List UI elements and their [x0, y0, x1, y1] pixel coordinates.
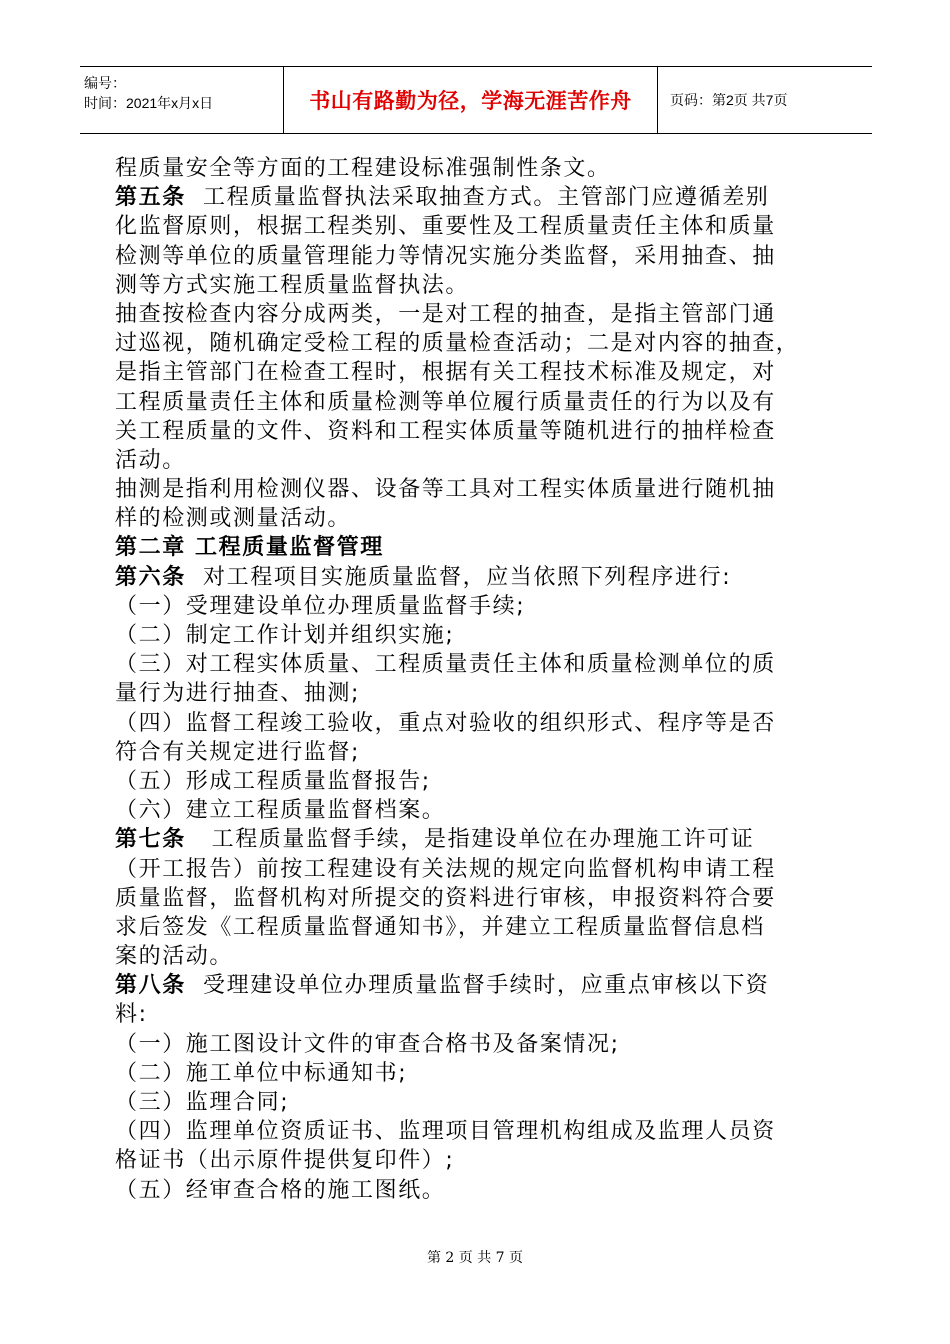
text-line	[115, 1117, 845, 1146]
line-text: 求后签发《工程质量监督通知书》，并建立工程质量监督信息档	[115, 914, 765, 940]
line-text: 抽测是指利用检测仪器、设备等工具对工程实体质量进行随机抽	[115, 477, 776, 503]
header-meta	[80, 67, 284, 133]
text-line	[115, 271, 845, 300]
text-line	[115, 1146, 845, 1175]
header-motto: 书山有路勤为径，学海无涯苦作舟	[309, 89, 632, 113]
text-line	[115, 504, 845, 533]
text-line	[115, 329, 845, 358]
text-line	[115, 738, 845, 767]
line-text: 样的检测或测量活动。	[115, 506, 352, 532]
text-line	[115, 884, 845, 913]
text-line	[115, 446, 845, 475]
text-line	[115, 475, 845, 504]
line-text: （三）对工程实体质量、工程质量责任主体和质量检测单位的质	[115, 652, 776, 678]
line-text: 质量监督，监督机构对所提交的资料进行审核，申报资料符合要	[115, 885, 776, 911]
line-text: 抽查按检查内容分成两类，一是对工程的抽查，是指主管部门通	[115, 301, 776, 327]
line-text: （三）监理合同;	[115, 1090, 290, 1115]
line-text: 量行为进行抽查、抽测;	[115, 681, 361, 707]
document-number-label: 编号：	[84, 75, 126, 91]
line-text: （一）施工图设计文件的审查合格书及备案情况;	[115, 1031, 620, 1057]
line-text: 化监督原则，根据工程类别、重要性及工程质量责任主体和质量	[115, 214, 776, 240]
text-line	[115, 1000, 845, 1029]
text-line	[115, 1059, 845, 1088]
line-text: 工程质量监督执法采取抽查方式。主管部门应遵循差别	[185, 185, 770, 211]
text-line	[115, 183, 845, 212]
page-header	[80, 66, 872, 134]
line-text: （开工报告）前按工程建设有关法规的规定向监督机构申请工程	[115, 856, 776, 882]
text-line	[115, 300, 845, 329]
line-text: 关工程质量的文件、资料和工程实体质量等随机进行的抽样检查	[115, 418, 776, 444]
line-text: （五）形成工程质量监督报告;	[115, 768, 431, 794]
document-body	[115, 154, 845, 1205]
text-line	[115, 242, 845, 271]
line-text: （四）监督工程竣工验收，重点对验收的组织形式、程序等是否	[115, 710, 776, 736]
text-line	[115, 679, 845, 708]
header-page-info: 页码：第2页 共7页	[670, 92, 788, 108]
article-heading: 第六条	[115, 564, 186, 590]
line-text: 过巡视，随机确定受检工程的质量检查活动；二是对内容的抽查，	[115, 331, 800, 357]
text-line	[115, 796, 845, 825]
text-line	[115, 212, 845, 241]
text-line	[115, 533, 845, 562]
text-line	[115, 1030, 845, 1059]
document-date-label: 时间：2021年x月x日	[84, 95, 214, 111]
text-line	[115, 971, 845, 1000]
line-text: 工程质量责任主体和质量检测等单位履行质量责任的行为以及有	[115, 389, 776, 415]
line-text: 工程质量监督手续，是指建设单位在办理施工许可证	[185, 827, 755, 853]
line-text: 符合有关规定进行监督;	[115, 739, 361, 765]
line-text: 活动。	[115, 447, 186, 473]
text-line	[115, 592, 845, 621]
line-text: 料:	[115, 1002, 148, 1028]
footer-page-number: 第 2 页 共 7 页	[426, 1250, 524, 1266]
text-line	[115, 767, 845, 796]
line-text: （二）施工单位中标通知书;	[115, 1060, 408, 1086]
line-text: （二）制定工作计划并组织实施;	[115, 623, 455, 648]
line-text: （四）监理单位资质证书、监理项目管理机构组成及监理人员资	[115, 1119, 776, 1145]
header-page-cell	[658, 67, 872, 133]
line-text: 程质量安全等方面的工程建设标准强制性条文。	[115, 156, 611, 181]
line-text: 对工程项目实施质量监督，应当依照下列程序进行:	[185, 564, 732, 590]
text-line	[115, 855, 845, 884]
text-line	[115, 621, 845, 650]
text-line	[115, 154, 845, 183]
text-line	[115, 650, 845, 679]
header-motto-cell	[284, 67, 658, 133]
article-heading: 第二章 工程质量监督管理	[115, 535, 384, 561]
text-line	[115, 825, 845, 854]
text-line	[115, 942, 845, 971]
article-heading: 第五条	[115, 185, 186, 211]
line-text: 检测等单位的质量管理能力等情况实施分类监督，采用抽查、抽	[115, 243, 776, 269]
line-text: 格证书（出示原件提供复印件）;	[115, 1148, 455, 1174]
article-heading: 第七条	[115, 827, 186, 853]
page-footer	[0, 1247, 950, 1267]
text-line	[115, 388, 845, 417]
line-text: 是指主管部门在检查工程时，根据有关工程技术标准及规定，对	[115, 360, 776, 386]
text-line	[115, 709, 845, 738]
text-line	[115, 563, 845, 592]
line-text: 测等方式实施工程质量监督执法。	[115, 272, 470, 298]
text-line	[115, 417, 845, 446]
text-line	[115, 358, 845, 387]
line-text: （六）建立工程质量监督档案。	[115, 798, 446, 824]
line-text: （五）经审查合格的施工图纸。	[115, 1177, 446, 1203]
line-text: 受理建设单位办理质量监督手续时，应重点审核以下资	[185, 973, 770, 999]
text-line	[115, 1088, 845, 1117]
line-text: 案的活动。	[115, 944, 234, 970]
line-text: （一）受理建设单位办理质量监督手续;	[115, 593, 526, 619]
article-heading: 第八条	[115, 973, 186, 999]
text-line	[115, 1176, 845, 1205]
text-line	[115, 913, 845, 942]
